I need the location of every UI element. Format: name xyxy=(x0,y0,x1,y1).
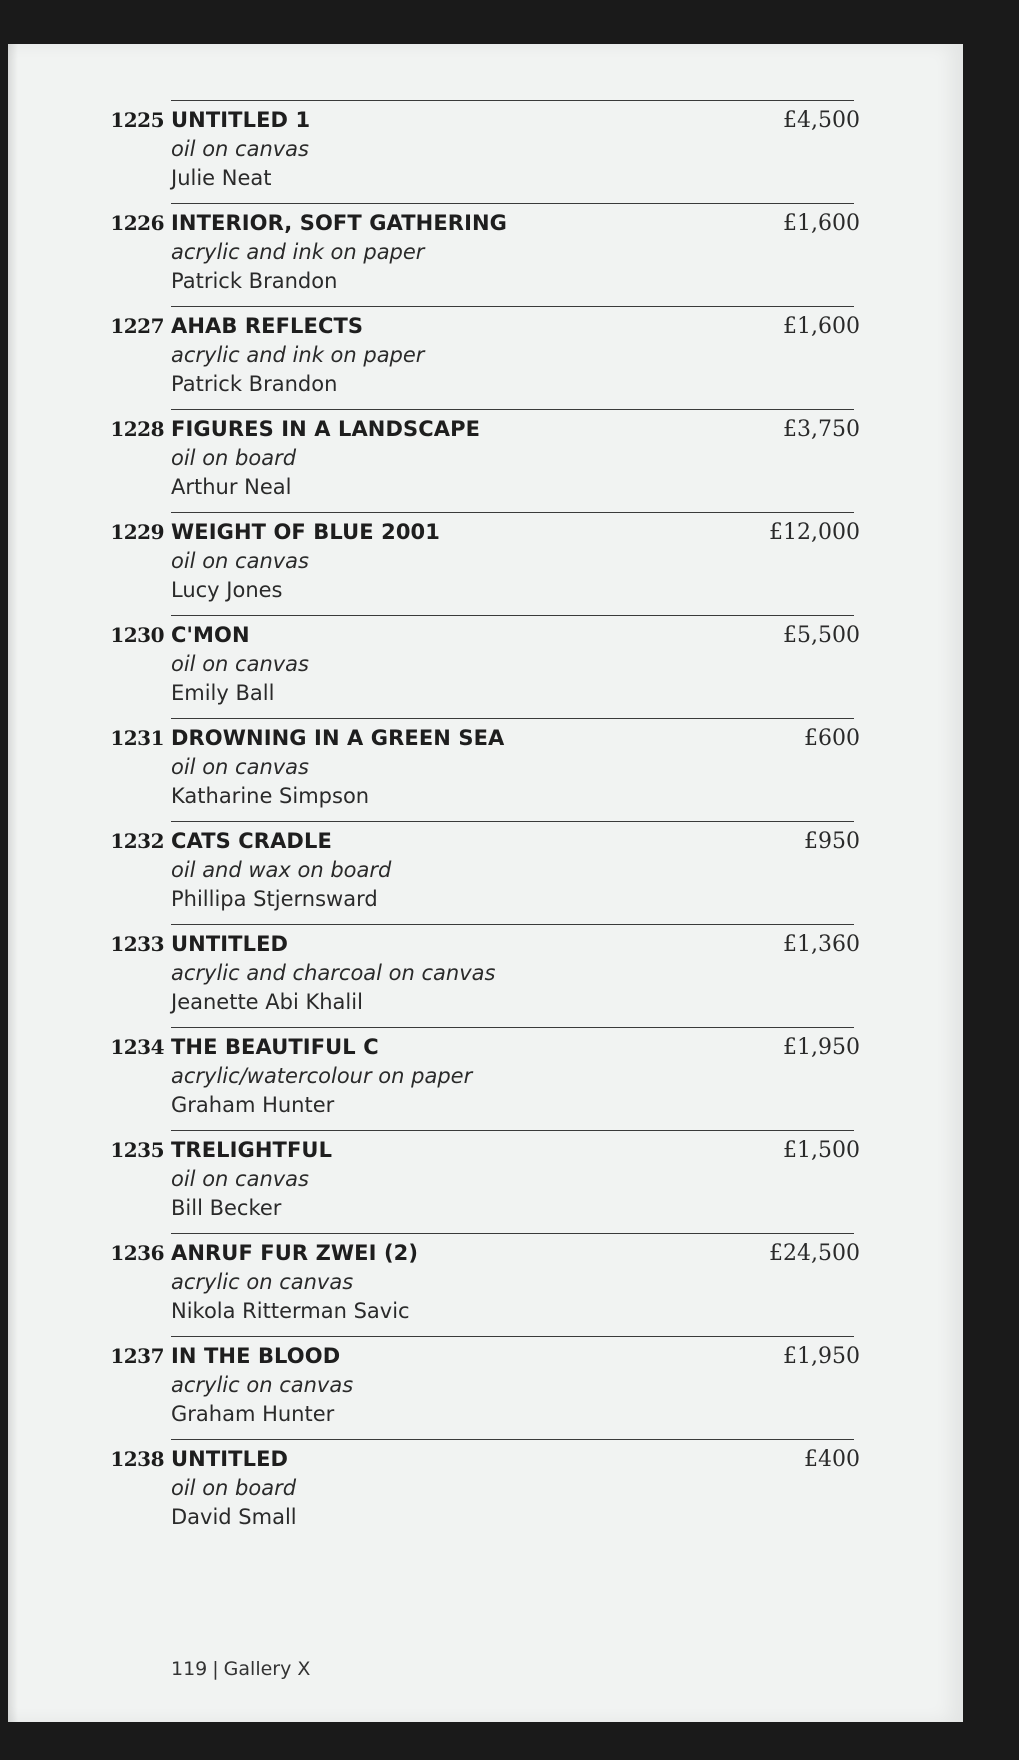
artwork-title: THE BEAUTIFUL C xyxy=(171,1035,379,1059)
lot-entry xyxy=(8,203,963,306)
artwork-title: WEIGHT OF BLUE 2001 xyxy=(171,520,440,544)
lot-entry xyxy=(8,1439,963,1542)
entry-divider xyxy=(171,924,854,925)
entry-divider xyxy=(171,1439,854,1440)
artist-name: Patrick Brandon xyxy=(171,372,338,396)
artwork-price: £12,000 xyxy=(769,520,860,545)
artwork-medium: oil on board xyxy=(171,1476,297,1500)
artist-name: Bill Becker xyxy=(171,1196,282,1220)
entry-divider xyxy=(171,615,854,616)
artist-name: Arthur Neal xyxy=(171,475,292,499)
lot-entry xyxy=(8,1233,963,1336)
artwork-price: £24,500 xyxy=(769,1241,860,1266)
entry-divider xyxy=(171,1130,854,1131)
artwork-title: UNTITLED xyxy=(171,932,289,956)
artwork-price: £1,360 xyxy=(783,932,860,957)
lot-entry xyxy=(8,821,963,924)
artwork-price: £1,950 xyxy=(783,1344,860,1369)
artist-name: Lucy Jones xyxy=(171,578,283,602)
artwork-title: C'MON xyxy=(171,623,250,647)
artwork-price: £1,950 xyxy=(783,1035,860,1060)
artwork-medium: oil and wax on board xyxy=(171,858,392,882)
artist-name: Jeanette Abi Khalil xyxy=(171,990,363,1014)
artwork-title: DROWNING IN A GREEN SEA xyxy=(171,726,505,750)
footer-separator: | xyxy=(212,1658,219,1680)
artwork-medium: oil on canvas xyxy=(171,549,309,573)
artwork-price: £600 xyxy=(804,726,860,751)
artist-name: David Small xyxy=(171,1505,297,1529)
lot-entry xyxy=(8,615,963,718)
artwork-title: ANRUF FUR ZWEI (2) xyxy=(171,1241,419,1265)
lot-number: 1229 xyxy=(110,520,164,544)
gallery-name: Gallery X xyxy=(223,1658,311,1680)
lot-number: 1237 xyxy=(110,1344,164,1368)
artwork-title: IN THE BLOOD xyxy=(171,1344,341,1368)
artist-name: Julie Neat xyxy=(171,166,272,190)
artist-name: Katharine Simpson xyxy=(171,784,370,808)
artwork-medium: acrylic and ink on paper xyxy=(171,240,425,264)
entry-divider xyxy=(171,512,854,513)
page-number: 119 xyxy=(171,1658,208,1680)
entry-divider xyxy=(171,821,854,822)
lot-entry xyxy=(8,1130,963,1233)
lot-number: 1225 xyxy=(110,108,164,132)
artist-name: Emily Ball xyxy=(171,681,275,705)
artwork-price: £950 xyxy=(804,829,860,854)
artwork-title: INTERIOR, SOFT GATHERING xyxy=(171,211,508,235)
artwork-price: £1,600 xyxy=(783,211,860,236)
lot-number: 1233 xyxy=(110,932,164,956)
lot-number: 1226 xyxy=(110,211,164,235)
page-footer xyxy=(171,1658,310,1680)
artwork-medium: acrylic and charcoal on canvas xyxy=(171,961,496,985)
artwork-price: £3,750 xyxy=(783,417,860,442)
artwork-medium: acrylic on canvas xyxy=(171,1270,354,1294)
artwork-medium: acrylic and ink on paper xyxy=(171,343,425,367)
lot-entry xyxy=(8,1336,963,1439)
entry-divider xyxy=(171,1027,854,1028)
entry-divider xyxy=(171,718,854,719)
lot-list xyxy=(8,100,963,1542)
artwork-medium: acrylic/watercolour on paper xyxy=(171,1064,473,1088)
artist-name: Nikola Ritterman Savic xyxy=(171,1299,410,1323)
artist-name: Patrick Brandon xyxy=(171,269,338,293)
artwork-price: £1,600 xyxy=(783,314,860,339)
lot-entry xyxy=(8,409,963,512)
lot-entry xyxy=(8,512,963,615)
artwork-medium: oil on board xyxy=(171,446,297,470)
artwork-price: £4,500 xyxy=(783,108,860,133)
lot-entry xyxy=(8,718,963,821)
artist-name: Graham Hunter xyxy=(171,1402,335,1426)
artwork-price: £1,500 xyxy=(783,1138,860,1163)
lot-number: 1231 xyxy=(110,726,164,750)
lot-entry xyxy=(8,306,963,409)
artwork-medium: oil on canvas xyxy=(171,1167,309,1191)
artist-name: Graham Hunter xyxy=(171,1093,335,1117)
entry-divider xyxy=(171,1233,854,1234)
lot-number: 1232 xyxy=(110,829,164,853)
artwork-title: UNTITLED xyxy=(171,1447,289,1471)
entry-divider xyxy=(171,100,854,101)
entry-divider xyxy=(171,306,854,307)
artist-name: Phillipa Stjernsward xyxy=(171,887,378,911)
lot-entry xyxy=(8,1027,963,1130)
catalogue-page xyxy=(8,44,963,1722)
lot-number: 1234 xyxy=(110,1035,164,1059)
artwork-medium: oil on canvas xyxy=(171,755,309,779)
lot-number: 1227 xyxy=(110,314,164,338)
entry-divider xyxy=(171,409,854,410)
artwork-medium: oil on canvas xyxy=(171,652,309,676)
artwork-title: AHAB REFLECTS xyxy=(171,314,364,338)
entry-divider xyxy=(171,203,854,204)
artwork-price: £5,500 xyxy=(783,623,860,648)
artwork-title: TRELIGHTFUL xyxy=(171,1138,333,1162)
artwork-title: CATS CRADLE xyxy=(171,829,332,853)
lot-entry xyxy=(8,924,963,1027)
artwork-title: FIGURES IN A LANDSCAPE xyxy=(171,417,481,441)
artwork-title: UNTITLED 1 xyxy=(171,108,311,132)
lot-number: 1235 xyxy=(110,1138,164,1162)
lot-entry xyxy=(8,100,963,203)
artwork-price: £400 xyxy=(804,1447,860,1472)
artwork-medium: acrylic on canvas xyxy=(171,1373,354,1397)
lot-number: 1228 xyxy=(110,417,164,441)
lot-number: 1238 xyxy=(110,1447,164,1471)
lot-number: 1230 xyxy=(110,623,164,647)
entry-divider xyxy=(171,1336,854,1337)
artwork-medium: oil on canvas xyxy=(171,137,309,161)
lot-number: 1236 xyxy=(110,1241,164,1265)
